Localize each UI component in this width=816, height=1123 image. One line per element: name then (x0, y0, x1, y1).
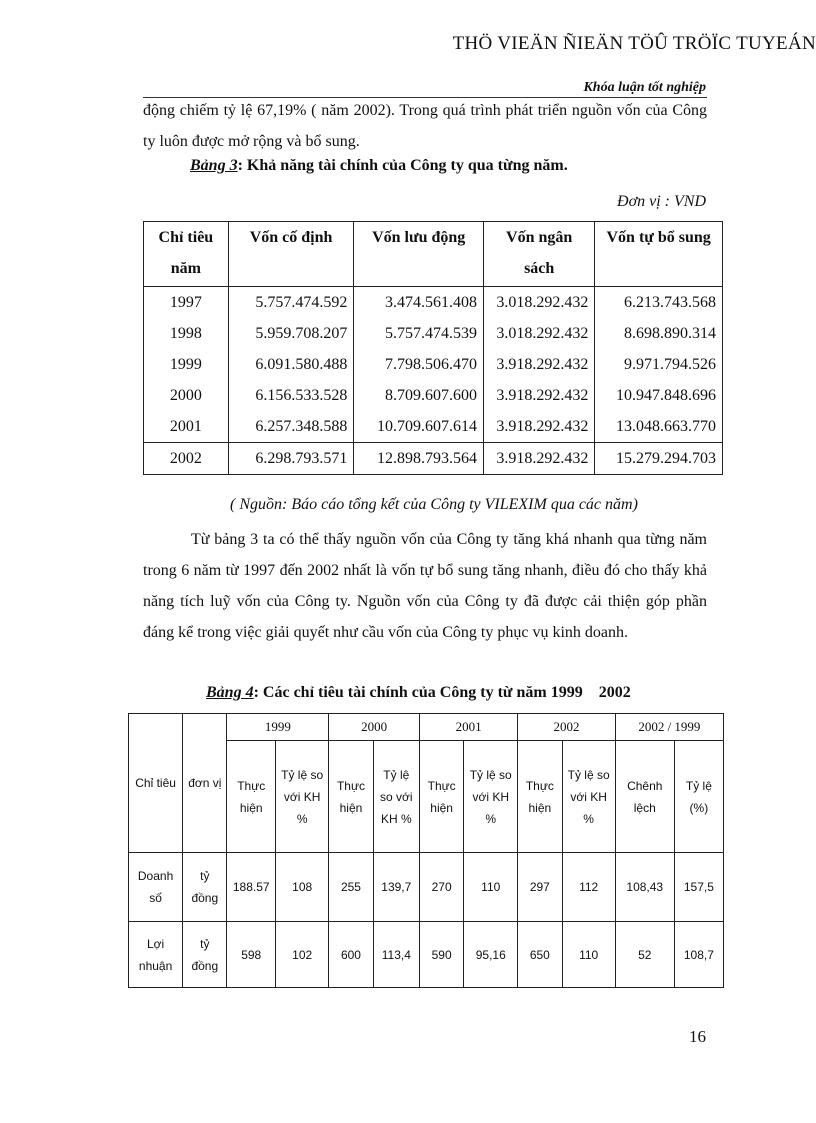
capital-table (143, 221, 723, 475)
value-cell: 95,16 (464, 922, 518, 988)
year-cell: 1999 (144, 349, 229, 380)
financial-indicators-table (128, 713, 724, 988)
table-row (144, 287, 723, 319)
value-cell: 5.757.474.592 (228, 287, 354, 319)
value-cell: 255 (329, 853, 373, 922)
table4-caption (206, 684, 631, 702)
header-year-2002: 2002 (518, 714, 616, 741)
value-cell: 12.898.793.564 (354, 443, 484, 475)
table3-caption (190, 157, 568, 175)
value-cell: 3.018.292.432 (484, 318, 595, 349)
header-von-co-dinh: Vốn cố định (228, 222, 354, 287)
header-year-1999: 1999 (227, 714, 329, 741)
year-cell: 1997 (144, 287, 229, 319)
value-cell: 113,4 (373, 922, 419, 988)
value-cell: 650 (518, 922, 562, 988)
header-2002-vs-1999: 2002 / 1999 (615, 714, 723, 741)
header-chi-tieu: Chỉ tiêu (129, 714, 183, 853)
header-year-2000: 2000 (329, 714, 420, 741)
value-cell: 3.018.292.432 (484, 287, 595, 319)
subheader-thuc-hien: Thực hiện (419, 741, 463, 853)
indicator-name: Doanh số (129, 853, 183, 922)
value-cell: 3.474.561.408 (354, 287, 484, 319)
table-row (144, 380, 723, 411)
value-cell: 9.971.794.526 (595, 349, 723, 380)
subheader-ty-le-kh: Tỷ lệ so với KH % (373, 741, 419, 853)
value-cell: 139,7 (373, 853, 419, 922)
capital-table-header (144, 222, 723, 287)
table3-unit: Đơn vị : VND (617, 193, 706, 210)
indicator-name: Lợi nhuận (129, 922, 183, 988)
value-cell: 15.279.294.703 (595, 443, 723, 475)
value-cell: 13.048.663.770 (595, 411, 723, 443)
indicator-unit: tỷ đồng (183, 922, 227, 988)
subheader-ty-le-kh: Tỷ lệ so với KH % (464, 741, 518, 853)
header-year-2001: 2001 (419, 714, 517, 741)
table4-caption-text: : Các chỉ tiêu tài chính của Công ty từ năm 1999 2002 (253, 684, 631, 701)
value-cell: 6.156.533.528 (228, 380, 354, 411)
table-row (144, 411, 723, 443)
value-cell: 270 (419, 853, 463, 922)
table3-source-note: ( Nguồn: Báo cáo tổng kết của Công ty VILEXIM qua các năm) (230, 496, 638, 513)
value-cell: 10.947.848.696 (595, 380, 723, 411)
value-cell: 6.091.580.488 (228, 349, 354, 380)
value-cell: 108 (276, 853, 329, 922)
value-cell: 112 (562, 853, 615, 922)
table-row (144, 443, 723, 475)
value-cell: 3.918.292.432 (484, 443, 595, 475)
subheader-thuc-hien: Thực hiện (227, 741, 276, 853)
value-cell: 110 (562, 922, 615, 988)
subheader-ty-le-pct: Tỷ lệ (%) (674, 741, 723, 853)
subheader-thuc-hien: Thực hiện (329, 741, 373, 853)
subheader-ty-le-kh: Tỷ lệ so với KH % (562, 741, 615, 853)
table3-caption-text: : Khả năng tài chính của Công ty qua từng năm. (237, 157, 568, 174)
value-cell: 6.213.743.568 (595, 287, 723, 319)
paragraph-2: Từ bảng 3 ta có thể thấy nguồn vốn của Công ty tăng khá nhanh qua từng năm trong 6 năm từ 1997 đến 2002 nhất là vốn tự bổ sung tăng nhanh, điều đó cho thấy khả năng tích luỹ vốn của Công ty. Nguồn vốn của Công ty đã được cải thiện góp phần đáng kể trong việc giải quyết như cầu vốn của Công ty phục vụ kinh doanh. (143, 531, 707, 641)
year-cell: 2002 (144, 443, 229, 475)
value-cell: 297 (518, 853, 562, 922)
value-cell: 8.709.607.600 (354, 380, 484, 411)
table-row (129, 853, 724, 922)
table-row (129, 922, 724, 988)
value-cell: 102 (276, 922, 329, 988)
subheader-chenh-lech: Chênh lệch (615, 741, 674, 853)
value-cell: 188.57 (227, 853, 276, 922)
year-cell: 2001 (144, 411, 229, 443)
value-cell: 108,7 (674, 922, 723, 988)
value-cell: 590 (419, 922, 463, 988)
value-cell: 3.918.292.432 (484, 349, 595, 380)
header-von-ngan-sach: Vốn ngân sách (484, 222, 595, 287)
value-cell: 6.298.793.571 (228, 443, 354, 475)
year-header-row (129, 714, 724, 741)
page-number: 16 (689, 1027, 706, 1046)
value-cell: 110 (464, 853, 518, 922)
value-cell: 8.698.890.314 (595, 318, 723, 349)
value-cell: 7.798.506.470 (354, 349, 484, 380)
header-don-vi: đơn vị (183, 714, 227, 853)
header-von-tu-bo-sung: Vốn tự bổ sung (595, 222, 723, 287)
library-header-title: THÖ VIEÄN ÑIEÄN TÖÛ TRÖÏC TUYEÁN (452, 33, 816, 54)
year-cell: 2000 (144, 380, 229, 411)
table4-caption-label: Bảng 4 (206, 684, 254, 701)
value-cell: 5.757.474.539 (354, 318, 484, 349)
value-cell: 3.918.292.432 (484, 411, 595, 443)
value-cell: 52 (615, 922, 674, 988)
thesis-header-subtitle: Khóa luận tốt nghiệp (583, 80, 706, 95)
table3-caption-label: Bảng 3 (190, 157, 238, 174)
value-cell: 157,5 (674, 853, 723, 922)
value-cell: 5.959.708.207 (228, 318, 354, 349)
value-cell: 598 (227, 922, 276, 988)
header-von-luu-dong: Vốn lưu động (354, 222, 484, 287)
year-cell: 1998 (144, 318, 229, 349)
header-chi-tieu-nam: Chỉ tiêu năm (144, 222, 229, 287)
table-row (144, 349, 723, 380)
subheader-thuc-hien: Thực hiện (518, 741, 562, 853)
subheader-ty-le-kh: Tỷ lệ so với KH % (276, 741, 329, 853)
value-cell: 3.918.292.432 (484, 380, 595, 411)
value-cell: 10.709.607.614 (354, 411, 484, 443)
value-cell: 108,43 (615, 853, 674, 922)
table-row (144, 318, 723, 349)
value-cell: 6.257.348.588 (228, 411, 354, 443)
value-cell: 600 (329, 922, 373, 988)
paragraph-1: động chiếm tỷ lệ 67,19% ( năm 2002). Trong quá trình phát triển nguồn vốn của Công ty luôn được mở rộng và bổ sung. (143, 102, 707, 150)
indicator-unit: tỷ đồng (183, 853, 227, 922)
